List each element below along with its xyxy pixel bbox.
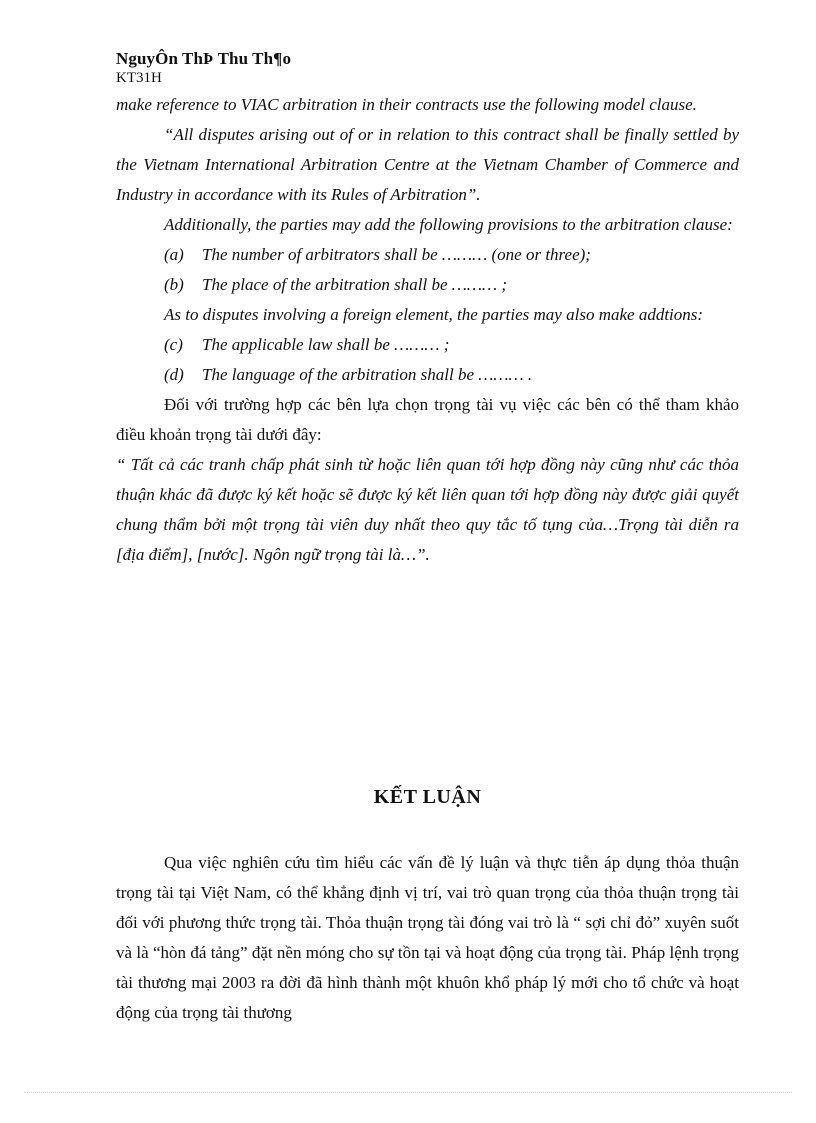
english-model-clause-section (116, 90, 739, 570)
list-marker: (d) (164, 365, 184, 384)
list-item (164, 240, 739, 270)
paragraph-conclusion: Qua việc nghiên cứu tìm hiểu các vấn đề lý luận và thực tiễn áp dụng thỏa thuận trọng tài tại Việt Nam, có thể khẳng định vị trí, vai trò quan trọng của thỏa thuận trọng tài đối với phương thức trọng tài. Thỏa thuận trọng tài đóng vai trò là “ sợi chỉ đỏ” xuyên suốt và là “hòn đá tảng” đặt nền móng cho sự tồn tại và hoạt động của trọng tài. Pháp lệnh trọng tài thương mại 2003 ra đời đã hình thành một khuôn khổ pháp lý mới cho tổ chức và hoạt động của trọng tài thương (116, 853, 739, 1022)
paragraph-additional-provisions: Additionally, the parties may add the following provisions to the arbitration clause: (164, 215, 733, 234)
list-marker: (c) (164, 335, 183, 354)
list-item (164, 270, 739, 300)
class-code: KT31H (116, 70, 162, 86)
conclusion-heading: KẾT LUẬN (373, 786, 482, 808)
list-marker: (b) (164, 275, 184, 294)
list-text: The number of arbitrators shall be ……… (one or three); (202, 245, 591, 264)
paragraph-vietnamese-intro: Đối với trường hợp các bên lựa chọn trọng tài vụ việc các bên có thể tham khảo điều khoản trọng tài dưới đây: (116, 395, 739, 444)
page-bottom-divider (24, 1092, 792, 1093)
list-item (164, 330, 739, 360)
list-text: The applicable law shall be ……… ; (202, 335, 450, 354)
list-text: The language of the arbitration shall be ……… . (202, 365, 533, 384)
list-item (164, 360, 739, 390)
provision-list-c-d (116, 330, 739, 390)
page-header (116, 48, 739, 86)
paragraph-model-clause-intro: make reference to VIAC arbitration in their contracts use the following model clause. (116, 95, 697, 114)
conclusion-section (116, 848, 739, 1028)
provision-list-a-b (116, 240, 739, 300)
author-name: NguyÔn ThÞ Thu Th¶o (116, 49, 292, 68)
paragraph-model-clause-quote: “All disputes arising out of or in relation to this contract shall be finally settled by the Vietnam International Arbitration Centre at the Vietnam Chamber of Commerce and Industry in accordance with its Rules of Arbitration”. (116, 125, 739, 204)
list-marker: (a) (164, 245, 184, 264)
paragraph-foreign-element: As to disputes involving a foreign element, the parties may also make addtions: (164, 305, 704, 324)
paragraph-vietnamese-clause: “ Tất cả các tranh chấp phát sinh từ hoặc liên quan tới hợp đồng này cũng như các thỏa thuận khác đã được ký kết hoặc sẽ được ký kết liên quan tới hợp đồng này được giải quyết chung thẩm bởi một trọng tài viên duy nhất theo quy tắc tố tụng của…Trọng tài diễn ra [địa điểm], [nước]. Ngôn ngữ trọng tài là…”. (116, 455, 739, 564)
list-text: The place of the arbitration shall be ……… ; (202, 275, 508, 294)
